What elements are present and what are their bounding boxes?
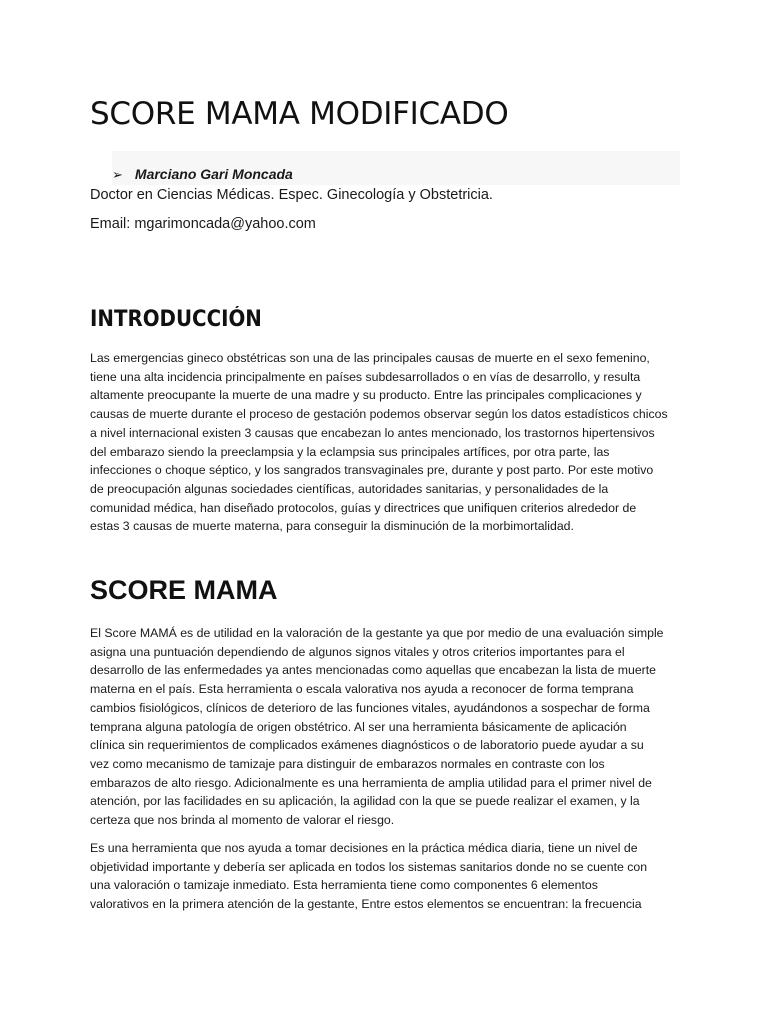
paragraph-line: estas 3 causas de muerte materna, para conseguir la disminución de la morbimortalidad. xyxy=(90,519,574,534)
arrow-bullet-icon: ➢ xyxy=(112,167,123,182)
paragraph-line: una valoración o tamizaje inmediato. Esta herramienta tiene como componentes 6 elementos xyxy=(90,878,598,893)
paragraph-line: a nivel internacional existen 3 causas que encabezan lo antes mencionado, los trastornos hipertensivos xyxy=(90,425,655,440)
paragraph-line: causas de muerte durante el proceso de gestación podemos observar según los datos estadísticos chicos xyxy=(90,407,668,422)
paragraph-line: atención, por las facilidades en su aplicación, la agilidad con la que se puede realizar el examen, y la xyxy=(90,794,640,809)
paragraph-line: embarazos de alto riesgo. Adicionalmente es una herramienta de amplia utilidad para el primer nivel de xyxy=(90,775,652,790)
paragraph-line: objetividad importante y debería ser aplicada en todos los sistemas sanitarios donde no se cuente con xyxy=(90,859,648,874)
score-mama-paragraph-1 xyxy=(90,624,690,830)
paragraph-line: desarrollo de las enfermedades ya antes mencionadas como aquellas que encabezan la lista de muerte xyxy=(90,663,657,678)
paragraph-line: El Score MAMÁ es de utilidad en la valoración de la gestante ya que por medio de una evaluación simple xyxy=(90,626,664,640)
paragraph-line: temprana alguna patología de origen obstétrico. Al ser una herramienta básicamente de aplicación xyxy=(90,719,627,734)
author-email: Email: mgarimoncada@yahoo.com xyxy=(90,216,316,232)
paragraph-line: de preocupación algunas sociedades científicas, autoridades sanitarias, y personalidades de la xyxy=(90,481,609,496)
paragraph-line: certeza que nos brinda al momento de valorar el riesgo. xyxy=(90,813,395,828)
paragraph-line: comunidad médica, han diseñado protocolos, guías y directrices que unifiquen criterios alrededor de xyxy=(90,500,637,515)
document-title: SCORE MAMA MODIFICADO xyxy=(90,96,509,132)
introduction-paragraph xyxy=(90,349,690,536)
paragraph-line: cambios fisiológicos, clínicos de deterioro de las funciones vitales, ayudándonos a sospechar de forma xyxy=(90,700,650,715)
paragraph-line: asigna una puntuación dependiendo de algunos signos vitales y otros criterios importantes para el xyxy=(90,644,625,659)
paragraph-line: valorativos en la primera atención de la gestante, Entre estos elementos se encuentran: la frecuencia xyxy=(90,897,642,912)
paragraph-line: vez como mecanismo de tamizaje para distinguir de embarazos normales en contraste con los xyxy=(90,756,605,771)
score-mama-heading: SCORE MAMA xyxy=(90,575,278,605)
author-name: Marciano Gari Moncada xyxy=(134,166,293,182)
paragraph-line: infecciones o choque séptico, y los sangrados transvaginales pre, durante y post parto. Por este motivo xyxy=(90,463,654,478)
author-line xyxy=(112,166,293,183)
introduction-heading: INTRODUCCIÓN xyxy=(90,307,262,332)
paragraph-line: clínica sin requerimientos de complicados exámenes diagnósticos o de laboratorio puede ayudar a su xyxy=(90,738,644,753)
paragraph-line: del embarazo siendo la preeclampsia y la eclampsia sus principales artífices, por otra parte, las xyxy=(90,444,610,459)
paragraph-line: altamente preocupante la muerte de una madre y su producto. Entre las principales complicaciones y xyxy=(90,388,642,403)
paragraph-line: Las emergencias gineco obstétricas son una de las principales causas de muerte en el sexo femenino, xyxy=(90,351,650,365)
author-degree: Doctor en Ciencias Médicas. Espec. Ginecología y Obstetricia. xyxy=(90,187,493,203)
paragraph-line: materna en el país. Esta herramienta o escala valorativa nos ayuda a reconocer de forma temprana xyxy=(90,682,634,697)
paragraph-line: Es una herramienta que nos ayuda a tomar decisiones en la práctica médica diaria, tiene un nivel de xyxy=(90,841,638,855)
paragraph-line: tiene una alta incidencia principalmente en países subdesarrollados o en vías de desarrollo, y resulta xyxy=(90,369,641,384)
score-mama-paragraph-2 xyxy=(90,839,690,914)
